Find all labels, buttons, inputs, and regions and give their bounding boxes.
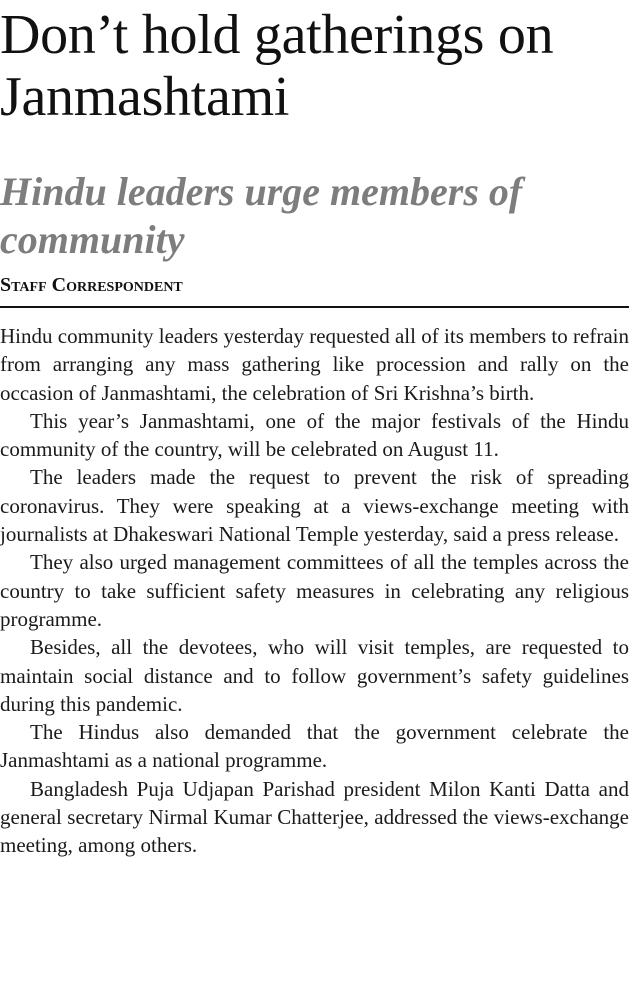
article-paragraph: Hindu community leaders yesterday requested all of its members to refrain from arranging any mass gathering like procession and rally on the occasion of Janmashtami, the celebration of Sri Krishna’s birth. [0,324,629,405]
article-paragraph: They also urged management committees of all the temples across the country to take sufficient safety measures in celebrating any religious programme. [0,550,629,631]
article-byline: Staff Correspondent [0,274,183,296]
article-subheadline: Hindu leaders urge members of community [0,169,523,262]
article-paragraph: This year’s Janmashtami, one of the major festivals of the Hindu community of the country, will be celebrated on August 11. [0,408,629,462]
article-body [0,322,629,860]
article-paragraph: The Hindus also demanded that the government celebrate the Janmashtami as a national programme. [0,720,629,773]
byline-divider [0,306,629,308]
article-paragraph: Besides, all the devotees, who will visit temples, are requested to maintain social distance and to follow government’s safety guidelines during this pandemic. [0,635,629,716]
article-paragraph: The leaders made the request to prevent the risk of spreading coronavirus. They were speaking at a views-exchange meeting with journalists at Dhakeswari National Temple yesterday, said a press release. [0,465,629,547]
article-paragraph: Bangladesh Puja Udjapan Parishad president Milon Kanti Datta and general secretary Nirmal Kumar Chatterjee, addressed the views-exchange meeting, among others. [0,776,629,858]
article-headline: Don’t hold gatherings on Janmashtami [0,4,554,128]
